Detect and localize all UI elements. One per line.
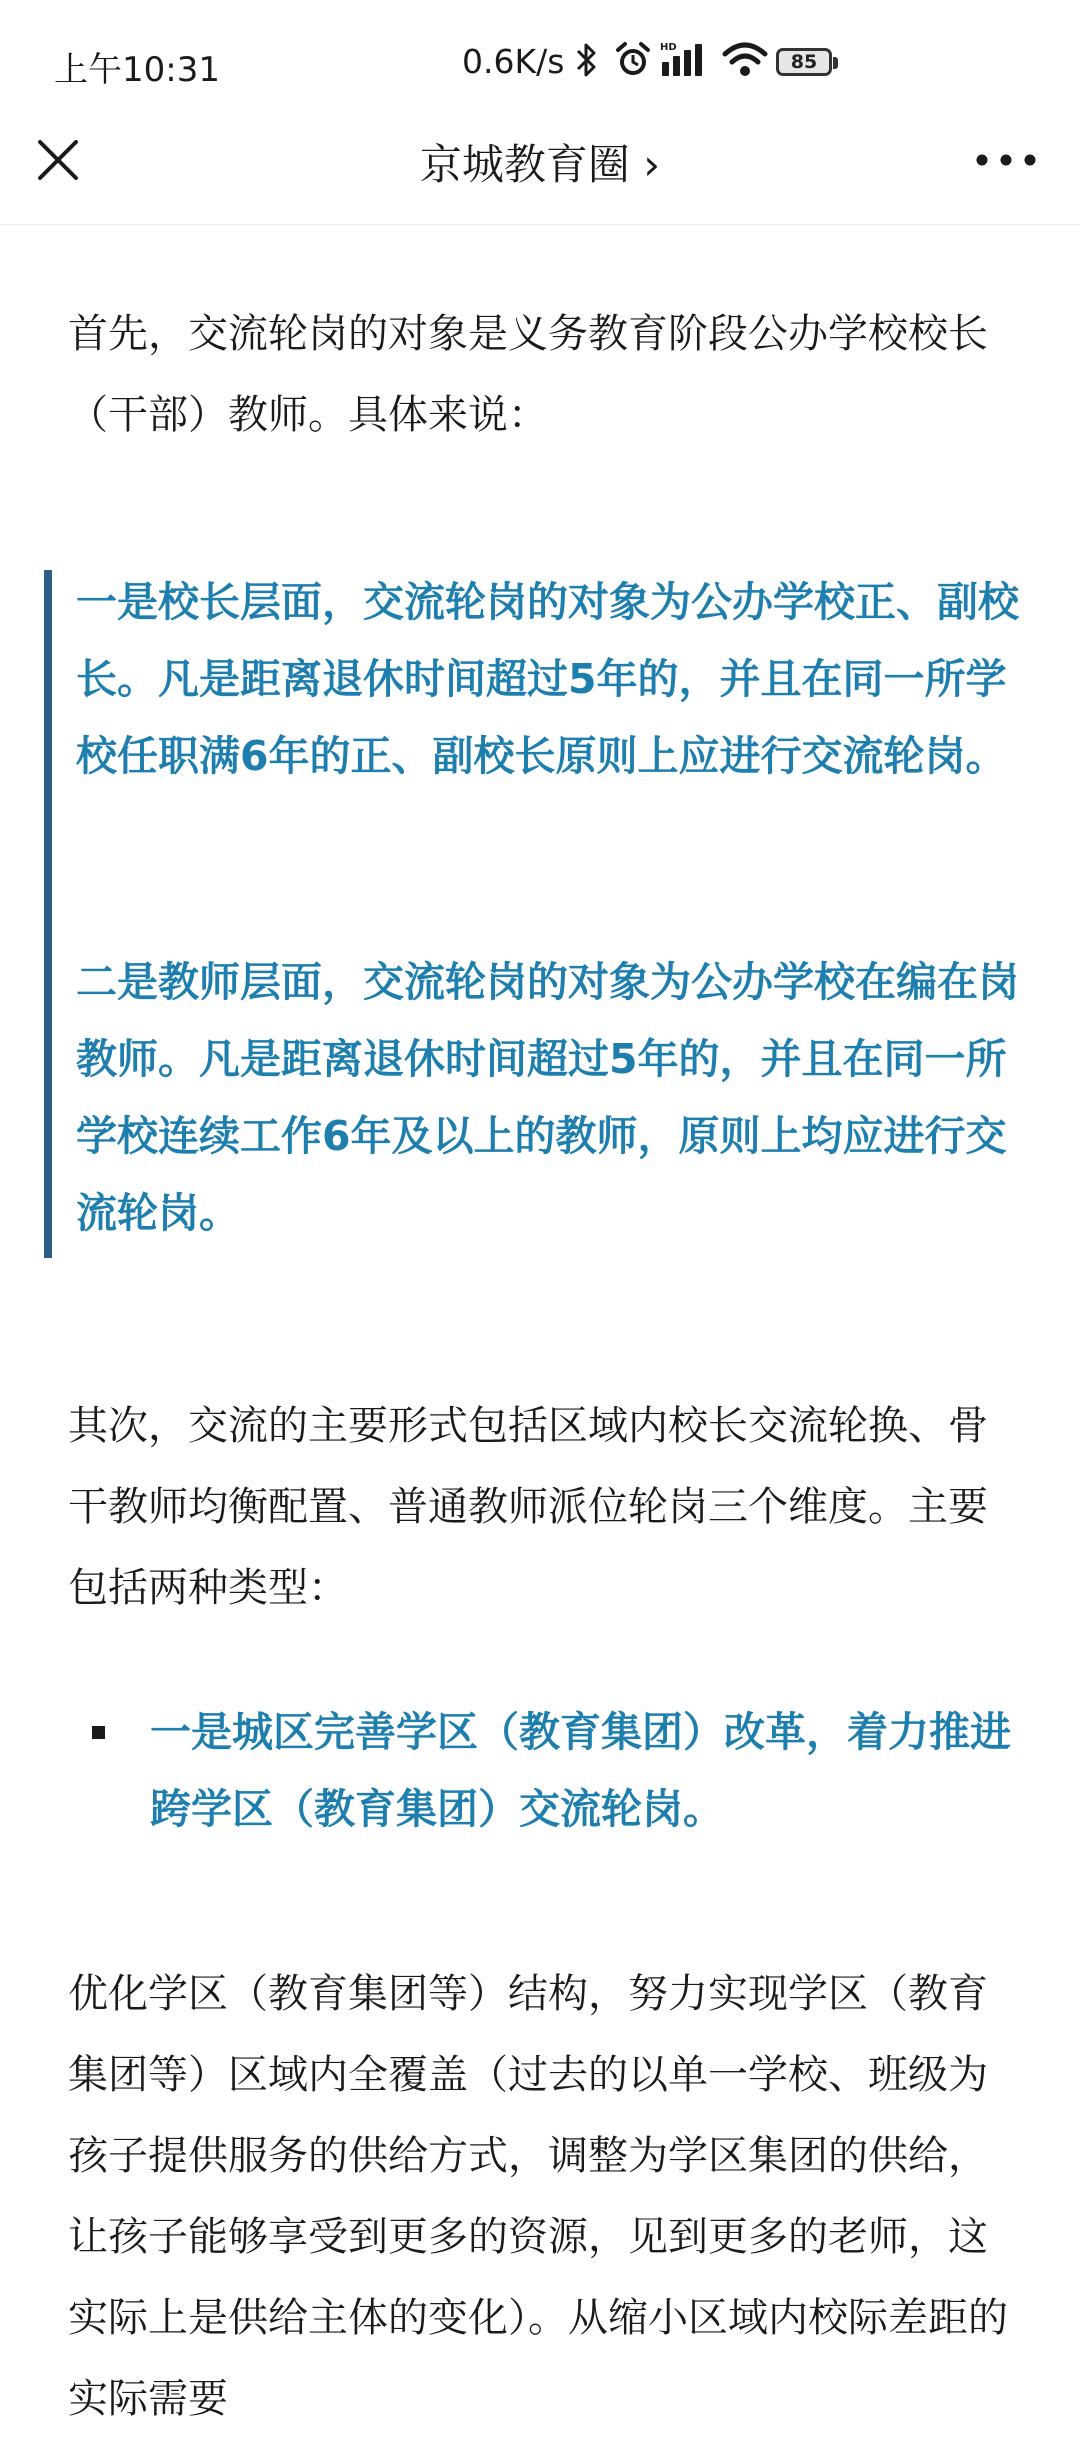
account-name[interactable]: 京城教育圈	[419, 140, 630, 189]
paragraph-forms: 其次，交流的主要形式包括区域内校长交流轮换、骨干教师均衡配置、普通教师派位轮岗三个维度。主要包括两种类型：	[68, 1403, 988, 1611]
blockquote-bar	[44, 570, 52, 1258]
paragraph-intro: 首先，交流轮岗的对象是义务教育阶段公办学校校长（干部）教师。具体来说：	[68, 311, 988, 438]
bullet-text: 一是城区完善学区（教育集团）改革，着力推进跨学区（教育集团）交流轮岗。	[150, 1708, 1011, 1833]
bullet-icon	[92, 1726, 105, 1739]
quote-teacher: 二是教师层面，交流轮岗的对象为公办学校在编在岗教师。凡是距离退休时间超过5年的，并且在同一所学校连续工作6年及以上的教师，原则上均应进行交流轮岗。	[76, 958, 1019, 1237]
hd-signal-icon	[660, 40, 710, 80]
status-time: 上午10:31	[54, 50, 220, 90]
more-icon[interactable]	[968, 130, 1048, 190]
network-speed: 0.6K/s	[462, 42, 565, 81]
wifi-icon	[722, 40, 768, 80]
bluetooth-icon	[574, 40, 600, 80]
battery-icon	[776, 48, 840, 78]
chevron-right-icon[interactable]: ›	[643, 140, 661, 189]
svg-text:HD: HD	[660, 42, 677, 53]
alarm-icon	[614, 40, 652, 80]
quote-principal: 一是校长层面，交流轮岗的对象为公办学校正、副校长。凡是距离退休时间超过5年的，并且在同一所学校任职满6年的正、副校长原则上应进行交流轮岗。	[76, 578, 1019, 780]
account-title[interactable]	[0, 132, 1080, 192]
battery-level: 85	[790, 51, 818, 73]
paragraph-optimize: 优化学区（教育集团等）结构，努力实现学区（教育集团等）区域内全覆盖（过去的以单一学校、班级为孩子提供服务的供给方式，调整为学区集团的供给，让孩子能够享受到更多的资源，见到更多的老师，这实际上是供给主体的变化）。从缩小区域内校际差距的实际需要	[68, 1971, 1008, 2422]
nav-bar	[0, 100, 1080, 225]
